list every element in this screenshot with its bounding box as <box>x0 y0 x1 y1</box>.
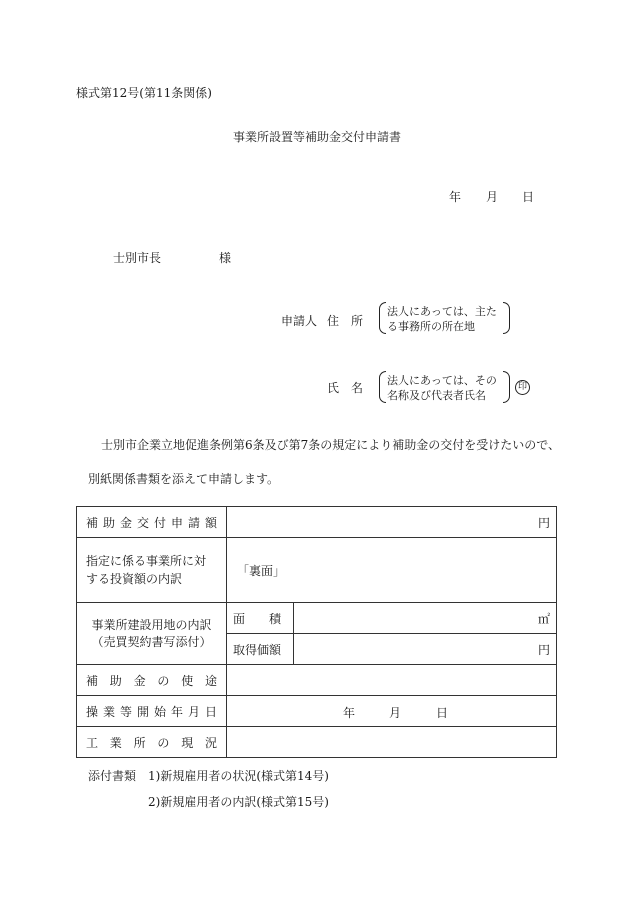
seal-mark: 印 <box>515 380 530 395</box>
table-row <box>77 665 557 696</box>
area-cell[interactable] <box>294 603 557 634</box>
start-year-label: 年 <box>343 706 356 720</box>
attachment-item-2: 2)新規雇用者の内訳(様式第15号) <box>148 795 329 809</box>
acquisition-price-unit: 円 <box>537 642 550 657</box>
investment-breakdown-value: 「裏面」 <box>237 563 286 578</box>
land-breakdown-label-line-2: （売買契約書写添付） <box>91 634 212 649</box>
attachment-item-1: 1)新規雇用者の状況(様式第14号) <box>148 769 329 783</box>
form-number: 様式第12号(第11条関係) <box>76 86 212 100</box>
day-label: 日 <box>522 190 535 204</box>
document-title: 事業所設置等補助金交付申請書 <box>233 130 402 144</box>
name-label: 氏 名 <box>327 381 364 395</box>
subsidy-use-cell[interactable] <box>227 665 557 696</box>
requested-amount-label: 補助金交付申請額 <box>77 507 227 538</box>
investment-breakdown-label: 指定に係る事業所に対する投資額の内訳 <box>77 538 227 603</box>
table-row <box>77 727 557 758</box>
address-note-left-bracket <box>379 302 386 334</box>
name-note-left-bracket <box>379 371 386 403</box>
address-label: 住 所 <box>327 314 364 328</box>
address-note-line-2: る事務所の所在地 <box>387 320 475 333</box>
address-note-right-bracket <box>503 302 510 334</box>
requested-amount-unit: 円 <box>537 515 550 530</box>
area-unit: ㎡ <box>537 611 550 626</box>
name-note-line-2: 名称及び代表者氏名 <box>387 389 486 402</box>
table-row <box>77 696 557 727</box>
land-breakdown-label <box>77 603 227 665</box>
table-row <box>77 507 557 538</box>
applicant-label: 申請人 <box>281 314 318 328</box>
acquisition-price-label: 取得価額 <box>227 634 294 665</box>
addressee-honorific: 様 <box>219 251 232 265</box>
body-text-line-1: 士別市企業立地促進条例第6条及び第7条の規定により補助金の交付を受けたいので、 <box>101 438 561 452</box>
address-note-line-1: 法人にあっては、主た <box>387 305 497 318</box>
table-row <box>77 603 557 634</box>
factory-status-label: 工業所の現況 <box>77 727 227 758</box>
attachments-label: 添付書類 <box>88 769 137 783</box>
operation-start-date-cell[interactable] <box>227 696 557 727</box>
area-label: 面 積 <box>227 603 294 634</box>
table-row <box>77 538 557 603</box>
addressee-name: 士別市長 <box>113 251 162 265</box>
month-label: 月 <box>486 190 499 204</box>
start-month-label: 月 <box>389 706 402 720</box>
acquisition-price-cell[interactable] <box>294 634 557 665</box>
investment-breakdown-cell[interactable] <box>227 538 557 603</box>
factory-status-cell[interactable] <box>227 727 557 758</box>
land-breakdown-label-line-1: 事業所建設用地の内訳 <box>91 617 212 632</box>
application-table <box>76 506 557 758</box>
year-label: 年 <box>449 190 462 204</box>
start-day-label: 日 <box>436 706 449 720</box>
name-note-right-bracket <box>503 371 510 403</box>
name-note-line-1: 法人にあっては、その <box>387 374 497 387</box>
body-text-line-2: 別紙関係書類を添えて申請します。 <box>88 472 280 486</box>
requested-amount-cell[interactable] <box>227 507 557 538</box>
subsidy-use-label: 補助金の使途 <box>77 665 227 696</box>
operation-start-date-label: 操業等開始年月日 <box>77 696 227 727</box>
